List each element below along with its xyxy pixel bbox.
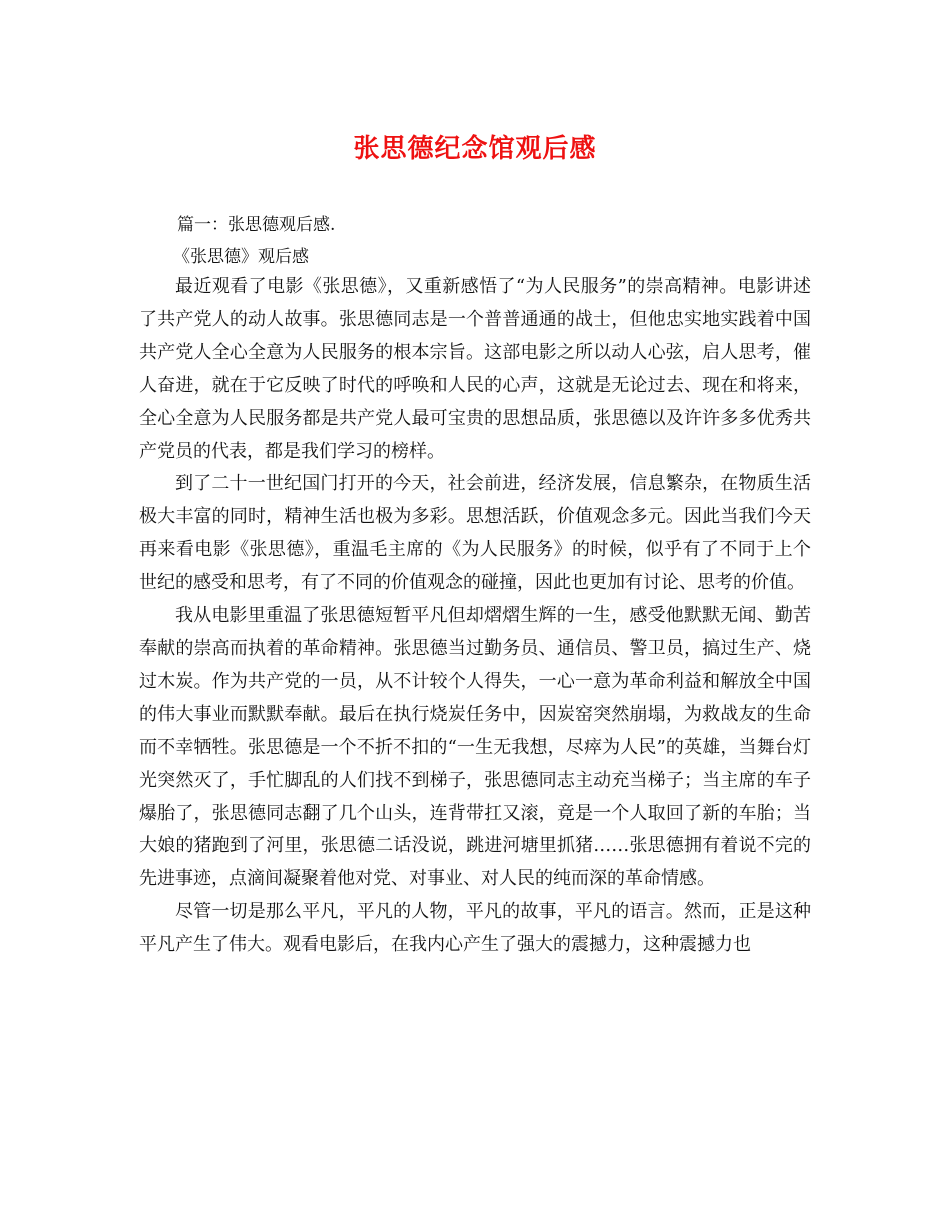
section-label: 篇一：张思德观后感. — [177, 215, 336, 235]
paragraph-4: 尽管一切是那么平凡，平凡的人物，平凡的故事，平凡的语言。然而，正是这种平凡产生了伟大。观看电影后，在我内心产生了强大的震撼力，这种震撼力也 — [139, 901, 811, 956]
paragraph-1: 最近观看了电影《张思德》，又重新感悟了“为人民服务”的崇高精神。电影讲述了共产党人的动人故事。张思德同志是一个普普通通的战士，但他忠实地实践着中国共产党人全心全意为人民服务的根本宗旨。这部电影之所以动人心弦，启人思考，催人奋进，就在于它反映了时代的呼唤和人民的心声，这就是无论过去、现在和将来，全心全意为人民服务都是共产党人最可宝贵的思想品质，张思德以及许许多多优秀共产党员的代表，都是我们学习的榜样。 — [139, 276, 811, 462]
document-title: 张思德纪念馆观后感 — [353, 134, 597, 164]
article-body — [139, 271, 811, 962]
paragraph-2: 到了二十一世纪国门打开的今天，社会前进，经济发展，信息繁杂，在物质生活极大丰富的同时，精神生活也极为多彩。思想活跃，价值观念多元。因此当我们今天再来看电影《张思德》，重温毛主席的《为人民服务》的时候，似乎有了不同于上个世纪的感受和思考，有了不同的价值观念的碰撞，因此也更加有讨论、思考的价值。 — [139, 473, 811, 594]
paragraph-3: 我从电影里重温了张思德短暂平凡但却熠熠生辉的一生，感受他默默无闻、勤苦奉献的崇高而执着的革命精神。张思德当过勤务员、通信员、警卫员，搞过生产、烧过木炭。作为共产党的一员，从不计较个人得失，一心一意为革命利益和解放全中国的伟大事业而默默奉献。最后在执行烧炭任务中，因炭窑突然崩塌，为救战友的生命而不幸牺牲。张思德是一个不折不扣的“一生无我想，尽瘁为人民”的英雄，当舞台灯光突然灭了，手忙脚乱的人们找不到梯子，张思德同志主动充当梯子；当主席的车子爆胎了，张思德同志翻了几个山头，连背带扛又滚，竟是一个人取回了新的车胎；当大娘的猪跑到了河里，张思德二话没说，跳进河塘里抓猪……张思德拥有着说不完的先进事迹，点滴间凝聚着他对党、对事业、对人民的纯而深的革命情感。 — [139, 605, 811, 890]
article-subtitle: 《张思德》观后感 — [173, 247, 309, 267]
